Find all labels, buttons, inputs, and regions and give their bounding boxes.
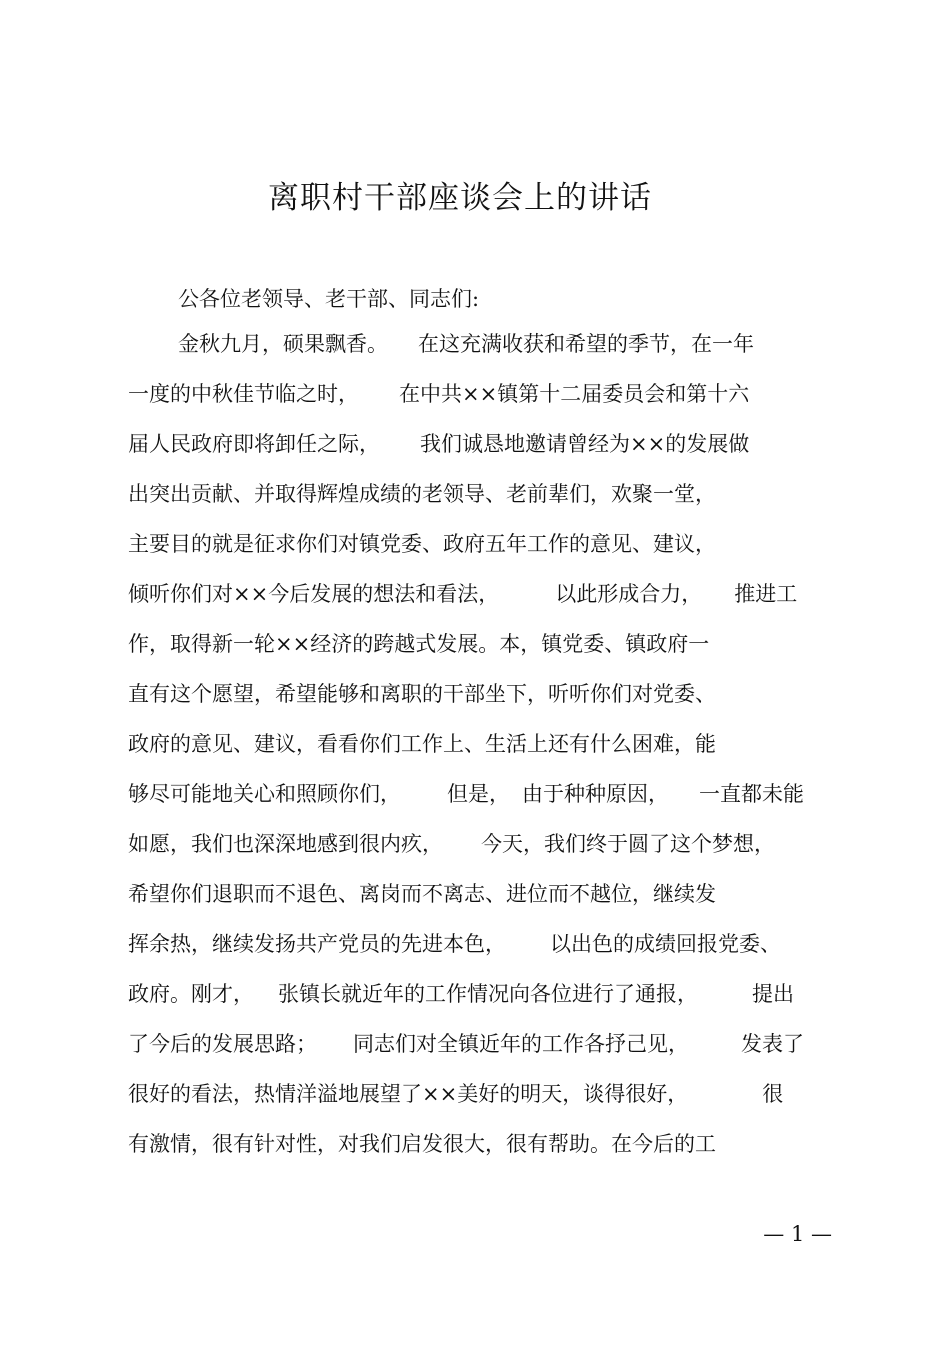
text-segment: 主要目的就是征求你们对镇党委、政府五年工作的意见、建议， <box>128 532 716 556</box>
document-title: 离职村干部座谈会上的讲话 <box>268 180 652 216</box>
body-line <box>128 730 828 780</box>
body-line <box>128 530 828 580</box>
text-segment: 同志们对全镇近年的工作各抒己见， <box>353 1032 689 1056</box>
body-line <box>128 1130 828 1180</box>
text-segment: 一度的中秋佳节临之时， <box>128 382 359 406</box>
text-segment: 届人民政府即将卸任之际， <box>128 432 380 456</box>
text-segment: 由于种种原因， <box>522 782 669 806</box>
text-segment: 作，取得新一轮××经济的跨越式发展。本，镇党委、镇政府一 <box>128 632 710 656</box>
body-line <box>128 580 828 630</box>
body-line <box>128 930 828 980</box>
body-line <box>128 1030 828 1080</box>
body-line <box>128 380 828 430</box>
body-line <box>128 430 828 480</box>
text-segment: 推进工 <box>734 582 798 606</box>
body-line <box>128 1080 828 1130</box>
text-segment: 直有这个愿望，希望能够和离职的干部坐下，听听你们对党委、 <box>128 682 716 706</box>
text-segment: 很 <box>762 1082 784 1106</box>
text-segment: 够尽可能地关心和照顾你们， <box>128 782 401 806</box>
body-line <box>128 880 828 930</box>
text-segment: 如愿，我们也深深地感到很内疚， <box>128 832 443 856</box>
body-line <box>128 980 828 1030</box>
body-line <box>128 680 828 730</box>
text-segment: 政府的意见、建议，看看你们工作上、生活上还有什么困难，能 <box>128 732 716 756</box>
salutation: 公各位老领导、老干部、同志们: <box>178 287 480 311</box>
text-segment: 一直都未能 <box>699 782 804 806</box>
text-segment: 以出色的成绩回报党委、 <box>550 932 781 956</box>
text-segment: 我们诚恳地邀请曾经为××的发展做 <box>420 432 750 456</box>
body-line <box>128 330 828 380</box>
text-segment: 在这充满收获和希望的季节，在一年 <box>418 332 754 356</box>
body-line <box>128 480 828 530</box>
text-segment: 以此形成合力， <box>555 582 703 606</box>
text-segment: 在中共××镇第十二届委员会和第十六 <box>399 382 750 406</box>
text-segment: 倾听你们对××今后发展的想法和看法， <box>128 582 500 606</box>
body-line <box>128 630 828 680</box>
text-segment: 有激情，很有针对性，对我们启发很大，很有帮助。在今后的工 <box>128 1132 716 1156</box>
text-segment: 但是， <box>447 782 510 806</box>
page-number: — 1 — <box>763 1222 832 1246</box>
text-segment: 今天，我们终于圆了这个梦想， <box>481 832 775 856</box>
text-segment: 提出 <box>752 982 794 1006</box>
body-line <box>128 780 828 830</box>
text-segment: 金秋九月，硕果飘香。 <box>178 332 388 356</box>
text-segment: 发表了 <box>741 1032 804 1056</box>
text-segment: 希望你们退职而不退色、离岗而不离志、进位而不越位，继续发 <box>128 882 716 906</box>
text-segment: 张镇长就近年的工作情况向各位进行了通报， <box>278 982 698 1006</box>
text-segment: 很好的看法，热情洋溢地展望了××美好的明天，谈得很好， <box>128 1082 689 1106</box>
text-segment: 了今后的发展思路； <box>128 1032 317 1056</box>
text-segment: 挥余热，继续发扬共产党员的先进本色， <box>128 932 506 956</box>
body-line <box>128 830 828 880</box>
body-text <box>128 330 828 1180</box>
text-segment: 政府。刚才， <box>128 982 254 1006</box>
text-segment: 出突出贡献、并取得辉煌成绩的老领导、老前辈们，欢聚一堂， <box>128 482 716 506</box>
